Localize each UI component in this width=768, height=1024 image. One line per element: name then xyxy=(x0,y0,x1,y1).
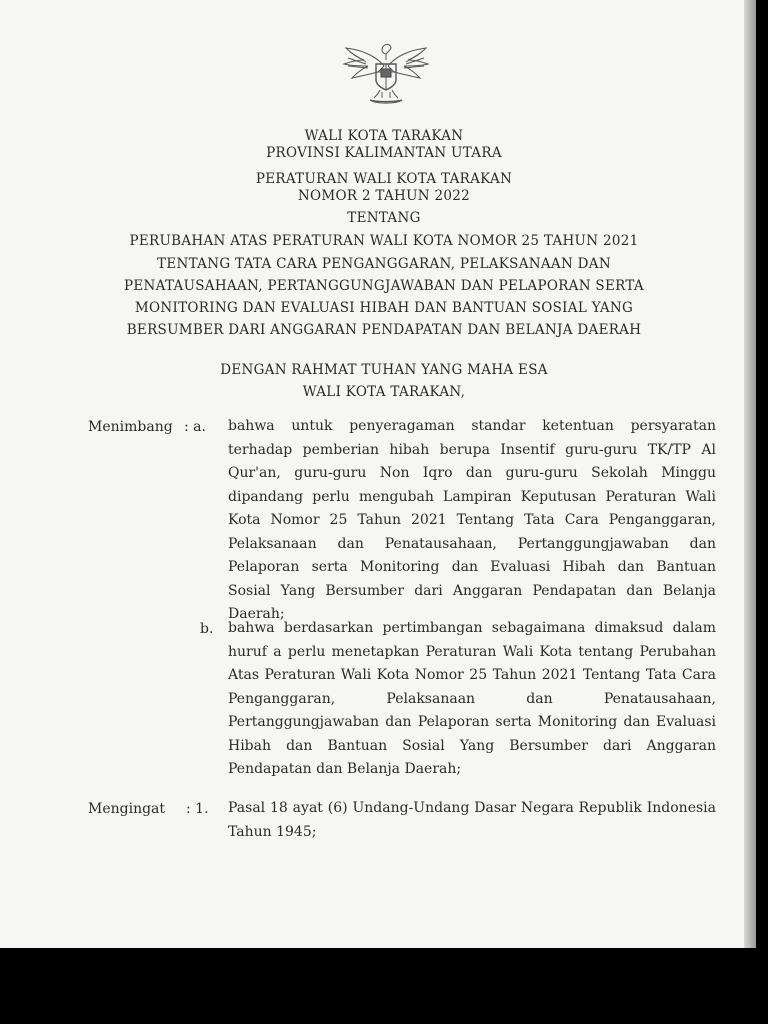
paragraph-line: Daerah; xyxy=(228,606,285,622)
paragraph-line: Atas Peraturan Wali Kota Nomor 25 Tahun 2021 Tentang Tata Cara xyxy=(228,667,716,683)
garuda-emblem-icon xyxy=(336,36,436,108)
menimbang-marker-b: b. xyxy=(200,621,214,637)
paragraph-line: Pendapatan dan Belanja Daerah; xyxy=(228,761,462,777)
scan-edge-shadow xyxy=(744,0,756,948)
paragraph-line: Pelaporan serta Monitoring dan Evaluasi Hibah dan Bantuan xyxy=(228,559,716,575)
subject-line: MONITORING DAN EVALUASI HIBAH DAN BANTUAN SOSIAL YANG xyxy=(134,300,634,316)
mengingat-label: Mengingat xyxy=(88,801,166,817)
subject-line: TENTANG TATA CARA PENGANGGARAN, PELAKSANAAN DAN xyxy=(157,256,611,272)
subject-line: PERUBAHAN ATAS PERATURAN WALI KOTA NOMOR 25 TAHUN 2021 xyxy=(129,233,639,249)
regulation-title: PERATURAN WALI KOTA TARAKAN xyxy=(255,171,513,187)
paragraph-line: Kota Nomor 25 Tahun 2021 Tentang Tata Cara Penganggaran, xyxy=(228,512,716,528)
mengingat-item-1 xyxy=(228,797,716,844)
subject-line: BERSUMBER DARI ANGGARAN PENDAPATAN DAN BELANJA DAERAH xyxy=(126,322,642,338)
paragraph-line: Penganggaran, Pelaksanaan dan Penatausahaan, xyxy=(228,690,716,707)
paragraph-line: Sosial Yang Bersumber dari Anggaran Pendapatan dan Belanja xyxy=(228,582,716,599)
paragraph-line: dipandang perlu mengubah Lampiran Keputusan Peraturan Wali xyxy=(228,488,716,505)
mengingat-marker-1: : 1. xyxy=(186,801,209,817)
paragraph-line: Pelaksanaan dan Penatausahaan, Pertanggungjawaban dan xyxy=(228,535,716,552)
menimbang-marker-a: : a. xyxy=(184,419,206,435)
issuer-line-2: PROVINSI KALIMANTAN UTARA xyxy=(266,145,502,161)
paragraph-line: huruf a perlu menetapkan Peraturan Wali Kota tentang Perubahan xyxy=(228,643,716,660)
grace-line: DENGAN RAHMAT TUHAN YANG MAHA ESA xyxy=(220,362,548,378)
paragraph-line: bahwa untuk penyeragaman standar ketentuan persyaratan xyxy=(228,418,716,434)
paragraph-line: Pasal 18 ayat (6) Undang-Undang Dasar Negara Republik Indonesia xyxy=(228,800,716,816)
paragraph-line: Hibah dan Bantuan Sosial Yang Bersumber dari Anggaran xyxy=(228,737,716,754)
subject-line: PENATAUSAHAAN, PERTANGGUNGJAWABAN DAN PELAPORAN SERTA xyxy=(124,278,644,294)
regulation-number: NOMOR 2 TAHUN 2022 xyxy=(297,188,471,204)
menimbang-label: Menimbang xyxy=(88,419,173,435)
paragraph-line: terhadap pemberian hibah berupa Insentif guru-guru TK/TP Al xyxy=(228,441,716,458)
authority-line: WALI KOTA TARAKAN, xyxy=(302,384,466,400)
paragraph-line: Tahun 1945; xyxy=(228,823,317,840)
about-heading: TENTANG xyxy=(347,210,421,226)
paragraph-line: Qur'an, guru-guru Non Iqro dan guru-guru Sekolah Minggu xyxy=(228,465,716,481)
paragraph-line: bahwa berdasarkan pertimbangan sebagaimana dimaksud dalam xyxy=(228,620,716,636)
menimbang-item-a xyxy=(228,415,716,627)
paragraph-line: Pertanggungjawaban dan Pelaporan serta Monitoring dan Evaluasi xyxy=(228,714,716,730)
scan-bottom-border xyxy=(0,948,768,1024)
menimbang-item-b xyxy=(228,617,716,782)
issuer-line-1: WALI KOTA TARAKAN xyxy=(304,128,464,144)
